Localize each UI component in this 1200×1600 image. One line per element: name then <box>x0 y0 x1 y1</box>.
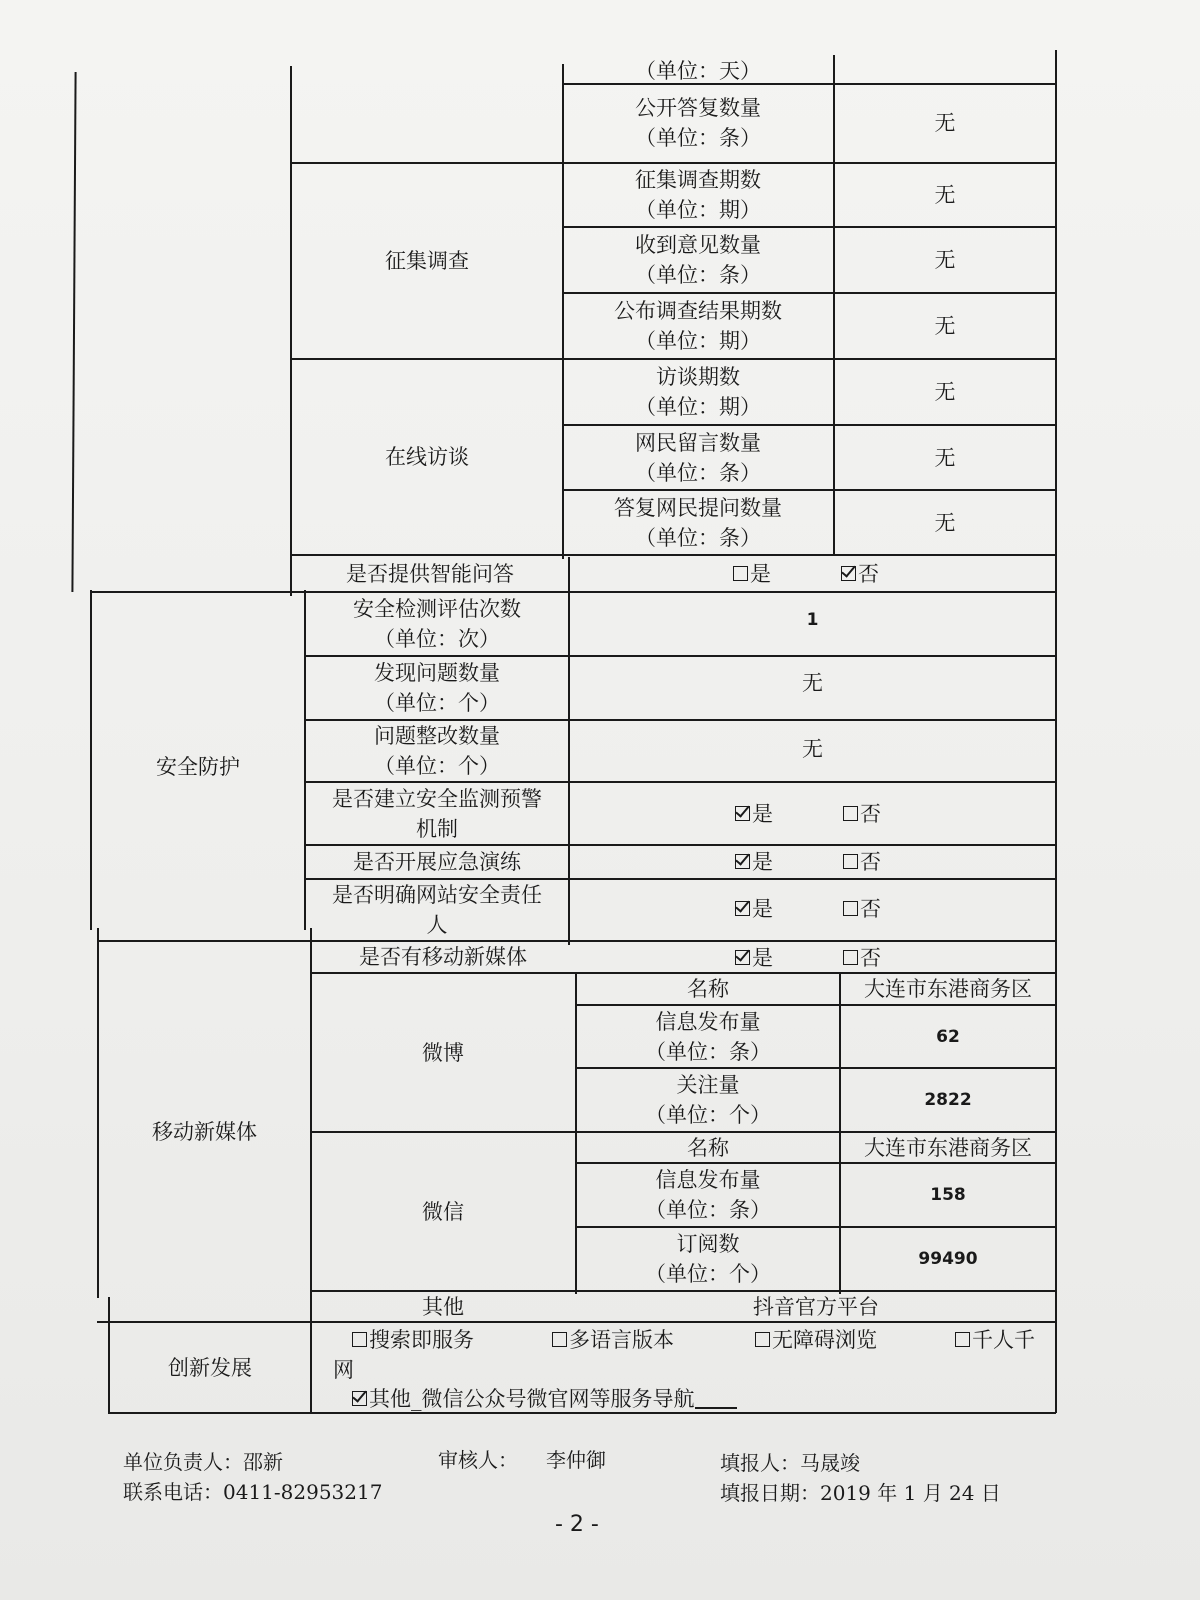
checkbox-no[interactable] <box>843 854 858 869</box>
group-label-wechat <box>312 1133 574 1290</box>
row-value <box>570 657 1055 709</box>
unit-text: （单位：条） <box>635 126 761 150</box>
fill-underline <box>695 1387 737 1409</box>
unit-text: （单位：次） <box>374 627 500 651</box>
label-text: 机制 <box>416 816 458 841</box>
value-text: 大连市东港商务区 <box>864 977 1032 1001</box>
value-text: 99490 <box>918 1249 978 1269</box>
row-label <box>577 974 839 1004</box>
row-label <box>577 1164 839 1226</box>
footer-leader <box>123 1446 283 1475</box>
row-label <box>306 880 568 940</box>
row-label <box>564 360 832 424</box>
row-label <box>564 426 832 489</box>
label-text: 是否明确网站安全责任 <box>332 883 542 907</box>
checkbox-no[interactable] <box>843 806 858 821</box>
option-label: 千人千 <box>972 1328 1035 1352</box>
checkbox[interactable] <box>755 1332 770 1347</box>
label-text: 订阅数 <box>676 1232 740 1256</box>
label-text: 联系电话： <box>123 1480 223 1504</box>
innovation-option <box>352 1325 474 1353</box>
option-label: 否 <box>860 897 881 921</box>
group-label-weibo <box>312 974 574 1131</box>
value-text: 无 <box>934 380 956 404</box>
option-label: 是 <box>752 946 773 970</box>
checkbox-no[interactable] <box>843 950 858 965</box>
innovation-wrap <box>333 1355 354 1383</box>
row-label <box>577 1069 839 1131</box>
checkbox-yes-checked[interactable] <box>735 854 750 869</box>
footer-reviewer <box>438 1444 606 1473</box>
innovation-option <box>755 1325 877 1353</box>
checkbox-no-checked[interactable] <box>841 566 856 581</box>
unit-text: （单位：天） <box>635 59 761 83</box>
row-value <box>835 164 1055 226</box>
unit-text: （单位：期） <box>635 198 761 222</box>
row-value <box>570 721 1055 777</box>
has-media-options <box>735 942 881 972</box>
group-label-media <box>99 942 310 1321</box>
checkbox-no[interactable] <box>843 901 858 916</box>
value-text: 大连市东港商务区 <box>864 1135 1032 1160</box>
row-value-other <box>577 1292 1055 1321</box>
row-label <box>306 593 568 655</box>
option-label: 是 <box>752 897 773 921</box>
unit-text: （单位：条） <box>635 263 761 287</box>
group-text: 在线访谈 <box>385 445 469 469</box>
label-text: 是否提供智能问答 <box>346 561 514 586</box>
row-label-other <box>312 1292 574 1321</box>
label-text: 收到意见数量 <box>635 233 761 257</box>
row-value <box>570 593 1055 647</box>
unit-text: （单位：个） <box>374 754 500 778</box>
label-text: 其他 <box>422 1294 464 1319</box>
unit-text: （单位：个） <box>645 1262 771 1286</box>
option-label: 否 <box>860 802 881 826</box>
label-text: 名称 <box>687 1135 729 1160</box>
option-label: 是 <box>750 562 771 586</box>
other-text: _微信公众号微官网等服务导航 <box>411 1387 695 1411</box>
row-label <box>312 942 574 972</box>
responsible-options <box>735 893 881 923</box>
group-text: 征集调查 <box>385 249 469 273</box>
row-value <box>841 1006 1055 1067</box>
value-text: 62 <box>936 1026 960 1047</box>
row-value <box>835 360 1055 424</box>
row-value <box>835 426 1055 489</box>
row-label <box>564 294 832 358</box>
row-label <box>306 721 568 781</box>
unit-text: （单位：期） <box>635 329 761 353</box>
value-text: 无 <box>934 314 956 338</box>
row-label <box>577 1133 839 1162</box>
checkbox-yes-checked[interactable] <box>735 950 750 965</box>
value-text: 邵新 <box>243 1450 283 1474</box>
option-label: 是 <box>752 802 773 826</box>
row-label <box>306 846 568 878</box>
group-text: 移动新媒体 <box>152 1119 257 1144</box>
label-text: 信息发布量 <box>655 1009 761 1034</box>
row-value <box>835 228 1055 292</box>
page-number: - 2 - <box>555 1512 599 1537</box>
row-label <box>564 164 832 226</box>
label-text: 填报人： <box>720 1451 800 1475</box>
unit-text: （单位：个） <box>645 1103 771 1127</box>
value-text: 无 <box>934 445 956 470</box>
value-text: 无 <box>802 737 823 761</box>
option-label: 搜索即服务 <box>369 1328 474 1352</box>
value-text: 无 <box>934 510 956 535</box>
value-text: 无 <box>934 248 956 272</box>
checkbox-yes-checked[interactable] <box>735 901 750 916</box>
group-text: 微博 <box>422 1040 464 1065</box>
footer-date <box>720 1477 1001 1506</box>
label-text: 名称 <box>687 977 729 1001</box>
group-label-interview <box>292 360 562 554</box>
row-label-smart-qa <box>292 556 568 591</box>
unit-text: （单位：条） <box>635 460 761 485</box>
checkbox[interactable] <box>352 1332 367 1347</box>
label-text: 审核人： <box>438 1448 518 1472</box>
value-text: 抖音官方平台 <box>753 1294 879 1319</box>
option-label: 其他 <box>369 1387 411 1411</box>
label-text: 填报日期： <box>720 1481 820 1505</box>
label-text: 安全检测评估次数 <box>353 597 521 621</box>
value-text: 2019 年 1 月 24 日 <box>820 1481 1001 1505</box>
label-text: 发现问题数量 <box>374 661 500 685</box>
unit-text: （单位：条） <box>645 1039 771 1064</box>
innovation-other <box>352 1384 737 1412</box>
row-label <box>577 1006 839 1067</box>
unit-text: （单位：个） <box>374 691 500 715</box>
label-text: 答复网民提问数量 <box>614 495 782 520</box>
group-text: 创新发展 <box>168 1355 252 1380</box>
option-label: 否 <box>858 562 879 586</box>
row-label <box>306 783 568 844</box>
group-text: 安全防护 <box>156 754 240 779</box>
label-text: 公布调查结果期数 <box>614 299 782 323</box>
row-value <box>835 85 1055 161</box>
value-text: 2822 <box>924 1090 972 1110</box>
row-value <box>841 1164 1055 1226</box>
value-text: 无 <box>934 111 956 135</box>
checkbox-yes[interactable] <box>733 566 748 581</box>
value-text: 1 <box>806 610 819 630</box>
unit-text: （单位：条） <box>635 525 761 550</box>
label-text: 关注量 <box>676 1073 740 1097</box>
row-label <box>577 1228 839 1290</box>
option-label: 否 <box>860 946 881 970</box>
unit-text: （单位：条） <box>645 1198 771 1222</box>
option-label: 否 <box>860 850 881 874</box>
footer-filler <box>720 1447 860 1476</box>
group-text: 微信 <box>422 1199 464 1224</box>
row-value <box>841 1069 1055 1131</box>
label-text: 问题整改数量 <box>374 724 500 748</box>
option-label: 无障碍浏览 <box>772 1328 877 1352</box>
row-unit-day <box>564 58 832 84</box>
row-value <box>835 491 1055 554</box>
option-label: 多语言版本 <box>569 1328 674 1352</box>
footer-phone <box>123 1476 382 1505</box>
row-label <box>564 85 832 161</box>
value-text: 0411-82953217 <box>223 1480 383 1504</box>
label-text: 访谈期数 <box>656 365 740 389</box>
table-border-right <box>1055 50 1057 1413</box>
drill-options <box>735 846 881 876</box>
label-text: 是否有移动新媒体 <box>359 945 527 969</box>
checkbox[interactable] <box>552 1332 567 1347</box>
row-value <box>841 1133 1055 1162</box>
label-text: 单位负责人： <box>123 1450 243 1474</box>
checkbox-checked[interactable] <box>352 1391 367 1406</box>
value-text: 马晟竣 <box>800 1451 860 1475</box>
row-label <box>306 657 568 719</box>
monitoring-options <box>735 798 881 828</box>
smart-qa-options <box>733 558 879 588</box>
checkbox-yes-checked[interactable] <box>735 806 750 821</box>
label-text: 信息发布量 <box>655 1168 761 1192</box>
value-text: 无 <box>802 671 823 695</box>
label-text: 网民留言数量 <box>635 430 761 455</box>
label-text: 人 <box>426 913 448 937</box>
row-value <box>841 1228 1055 1290</box>
value-text: 158 <box>930 1185 966 1205</box>
option-label-wrap: 网 <box>333 1358 354 1382</box>
row-label <box>564 491 832 554</box>
option-label: 是 <box>752 850 773 874</box>
row-label <box>564 228 832 292</box>
innovation-option <box>552 1325 674 1353</box>
label-text: 是否开展应急演练 <box>353 850 521 874</box>
group-label-security <box>92 593 304 940</box>
value-text: 无 <box>934 183 956 207</box>
label-text: 公开答复数量 <box>635 96 761 120</box>
label-text: 是否建立安全监测预警 <box>332 786 542 811</box>
table-border-left <box>71 72 76 592</box>
value-text: 李仲御 <box>546 1448 606 1472</box>
unit-text: （单位：期） <box>635 395 761 419</box>
group-label-innovation <box>110 1323 310 1412</box>
label-text: 征集调查期数 <box>635 168 761 192</box>
group-label-survey <box>292 164 562 358</box>
row-value <box>841 974 1055 1004</box>
innovation-option <box>955 1325 1035 1353</box>
checkbox[interactable] <box>955 1332 970 1347</box>
row-value <box>835 294 1055 358</box>
